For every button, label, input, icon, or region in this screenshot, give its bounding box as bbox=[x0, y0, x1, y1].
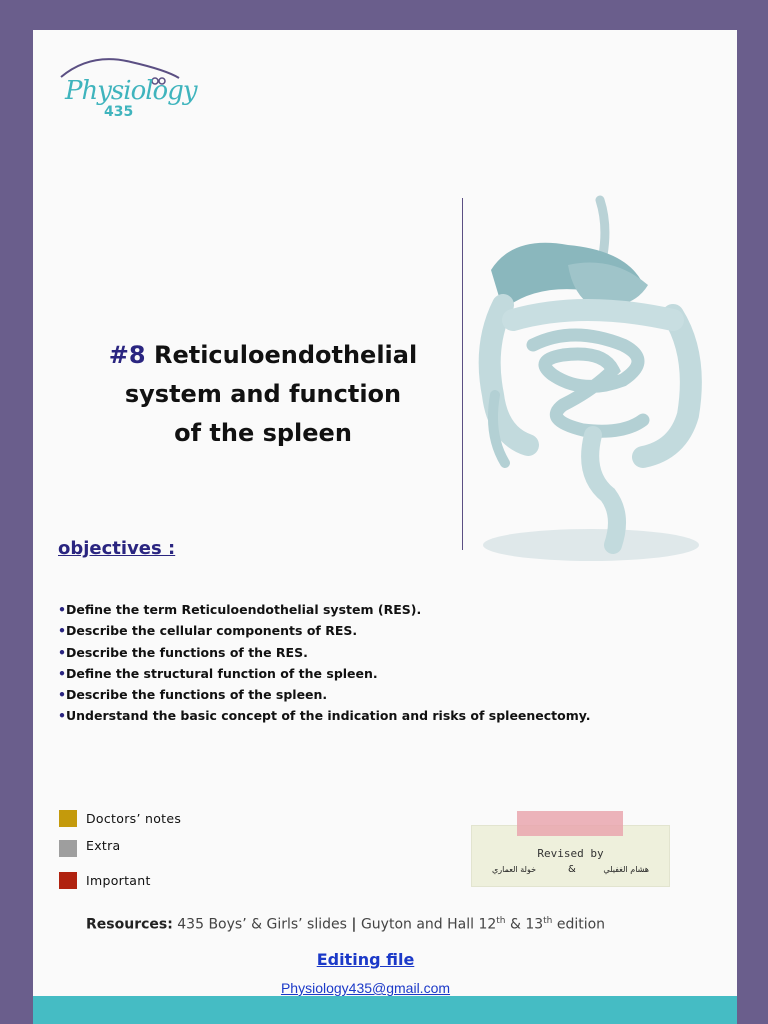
editing-file-link[interactable]: Editing file bbox=[316, 950, 415, 969]
legend-swatch-red bbox=[59, 872, 77, 889]
revised-title: Revised by bbox=[537, 847, 604, 860]
tape-decoration bbox=[517, 811, 623, 836]
objectives-heading: objectives : bbox=[58, 538, 176, 559]
legend-label: Important bbox=[86, 873, 151, 888]
superscript: th bbox=[543, 916, 553, 926]
resources-slides: 435 Boys’ & Girls’ slides bbox=[172, 916, 352, 933]
vertical-divider bbox=[462, 198, 463, 550]
legend-swatch-gold bbox=[59, 810, 77, 827]
legend-label: Extra bbox=[86, 838, 121, 853]
superscript: th bbox=[496, 916, 506, 926]
resources-text bbox=[86, 912, 626, 934]
ampersand: & bbox=[568, 864, 576, 875]
resources-separator: | bbox=[351, 916, 357, 933]
objective-item: • Understand the basic concept of the indication and risks of spleenectomy. bbox=[58, 705, 591, 726]
legend-label: Doctors’ notes bbox=[86, 811, 182, 826]
page-title bbox=[73, 336, 453, 453]
objectives-list bbox=[58, 599, 591, 727]
resources-guyton: Guyton and Hall 12 bbox=[356, 916, 497, 933]
legend-swatch-gray bbox=[59, 840, 77, 857]
reviser-name: هشام الغفيلي bbox=[603, 865, 649, 874]
physiology-logo bbox=[51, 52, 197, 132]
objective-item: • Define the term Reticuloendothelial system (RES). bbox=[58, 599, 591, 620]
title-line2: system and function bbox=[124, 380, 402, 408]
objective-item: • Describe the functions of the RES. bbox=[58, 642, 591, 663]
document-page bbox=[33, 30, 737, 1024]
objective-item: • Describe the functions of the spleen. bbox=[58, 684, 591, 705]
resources-label: Resources: bbox=[86, 916, 173, 933]
title-line1: Reticuloendothelial bbox=[153, 341, 418, 369]
footer-band bbox=[33, 996, 737, 1024]
objective-item: • Define the structural function of the spleen. bbox=[58, 663, 591, 684]
title-line3: of the spleen bbox=[174, 419, 352, 447]
title-number: #8 bbox=[108, 341, 146, 369]
objective-item: • Describe the cellular components of RES. bbox=[58, 620, 591, 641]
logo-number: 435 bbox=[104, 104, 134, 120]
logo-script-text: Physiology bbox=[65, 76, 197, 106]
email-link[interactable]: Physiology435@gmail.com bbox=[280, 980, 451, 996]
resources-edition: edition bbox=[552, 916, 606, 933]
revised-by-box bbox=[471, 825, 670, 887]
reviser-name: خولة العماري bbox=[492, 865, 537, 874]
resources-and: & 13 bbox=[505, 916, 544, 933]
digestive-system-illustration bbox=[473, 195, 713, 570]
